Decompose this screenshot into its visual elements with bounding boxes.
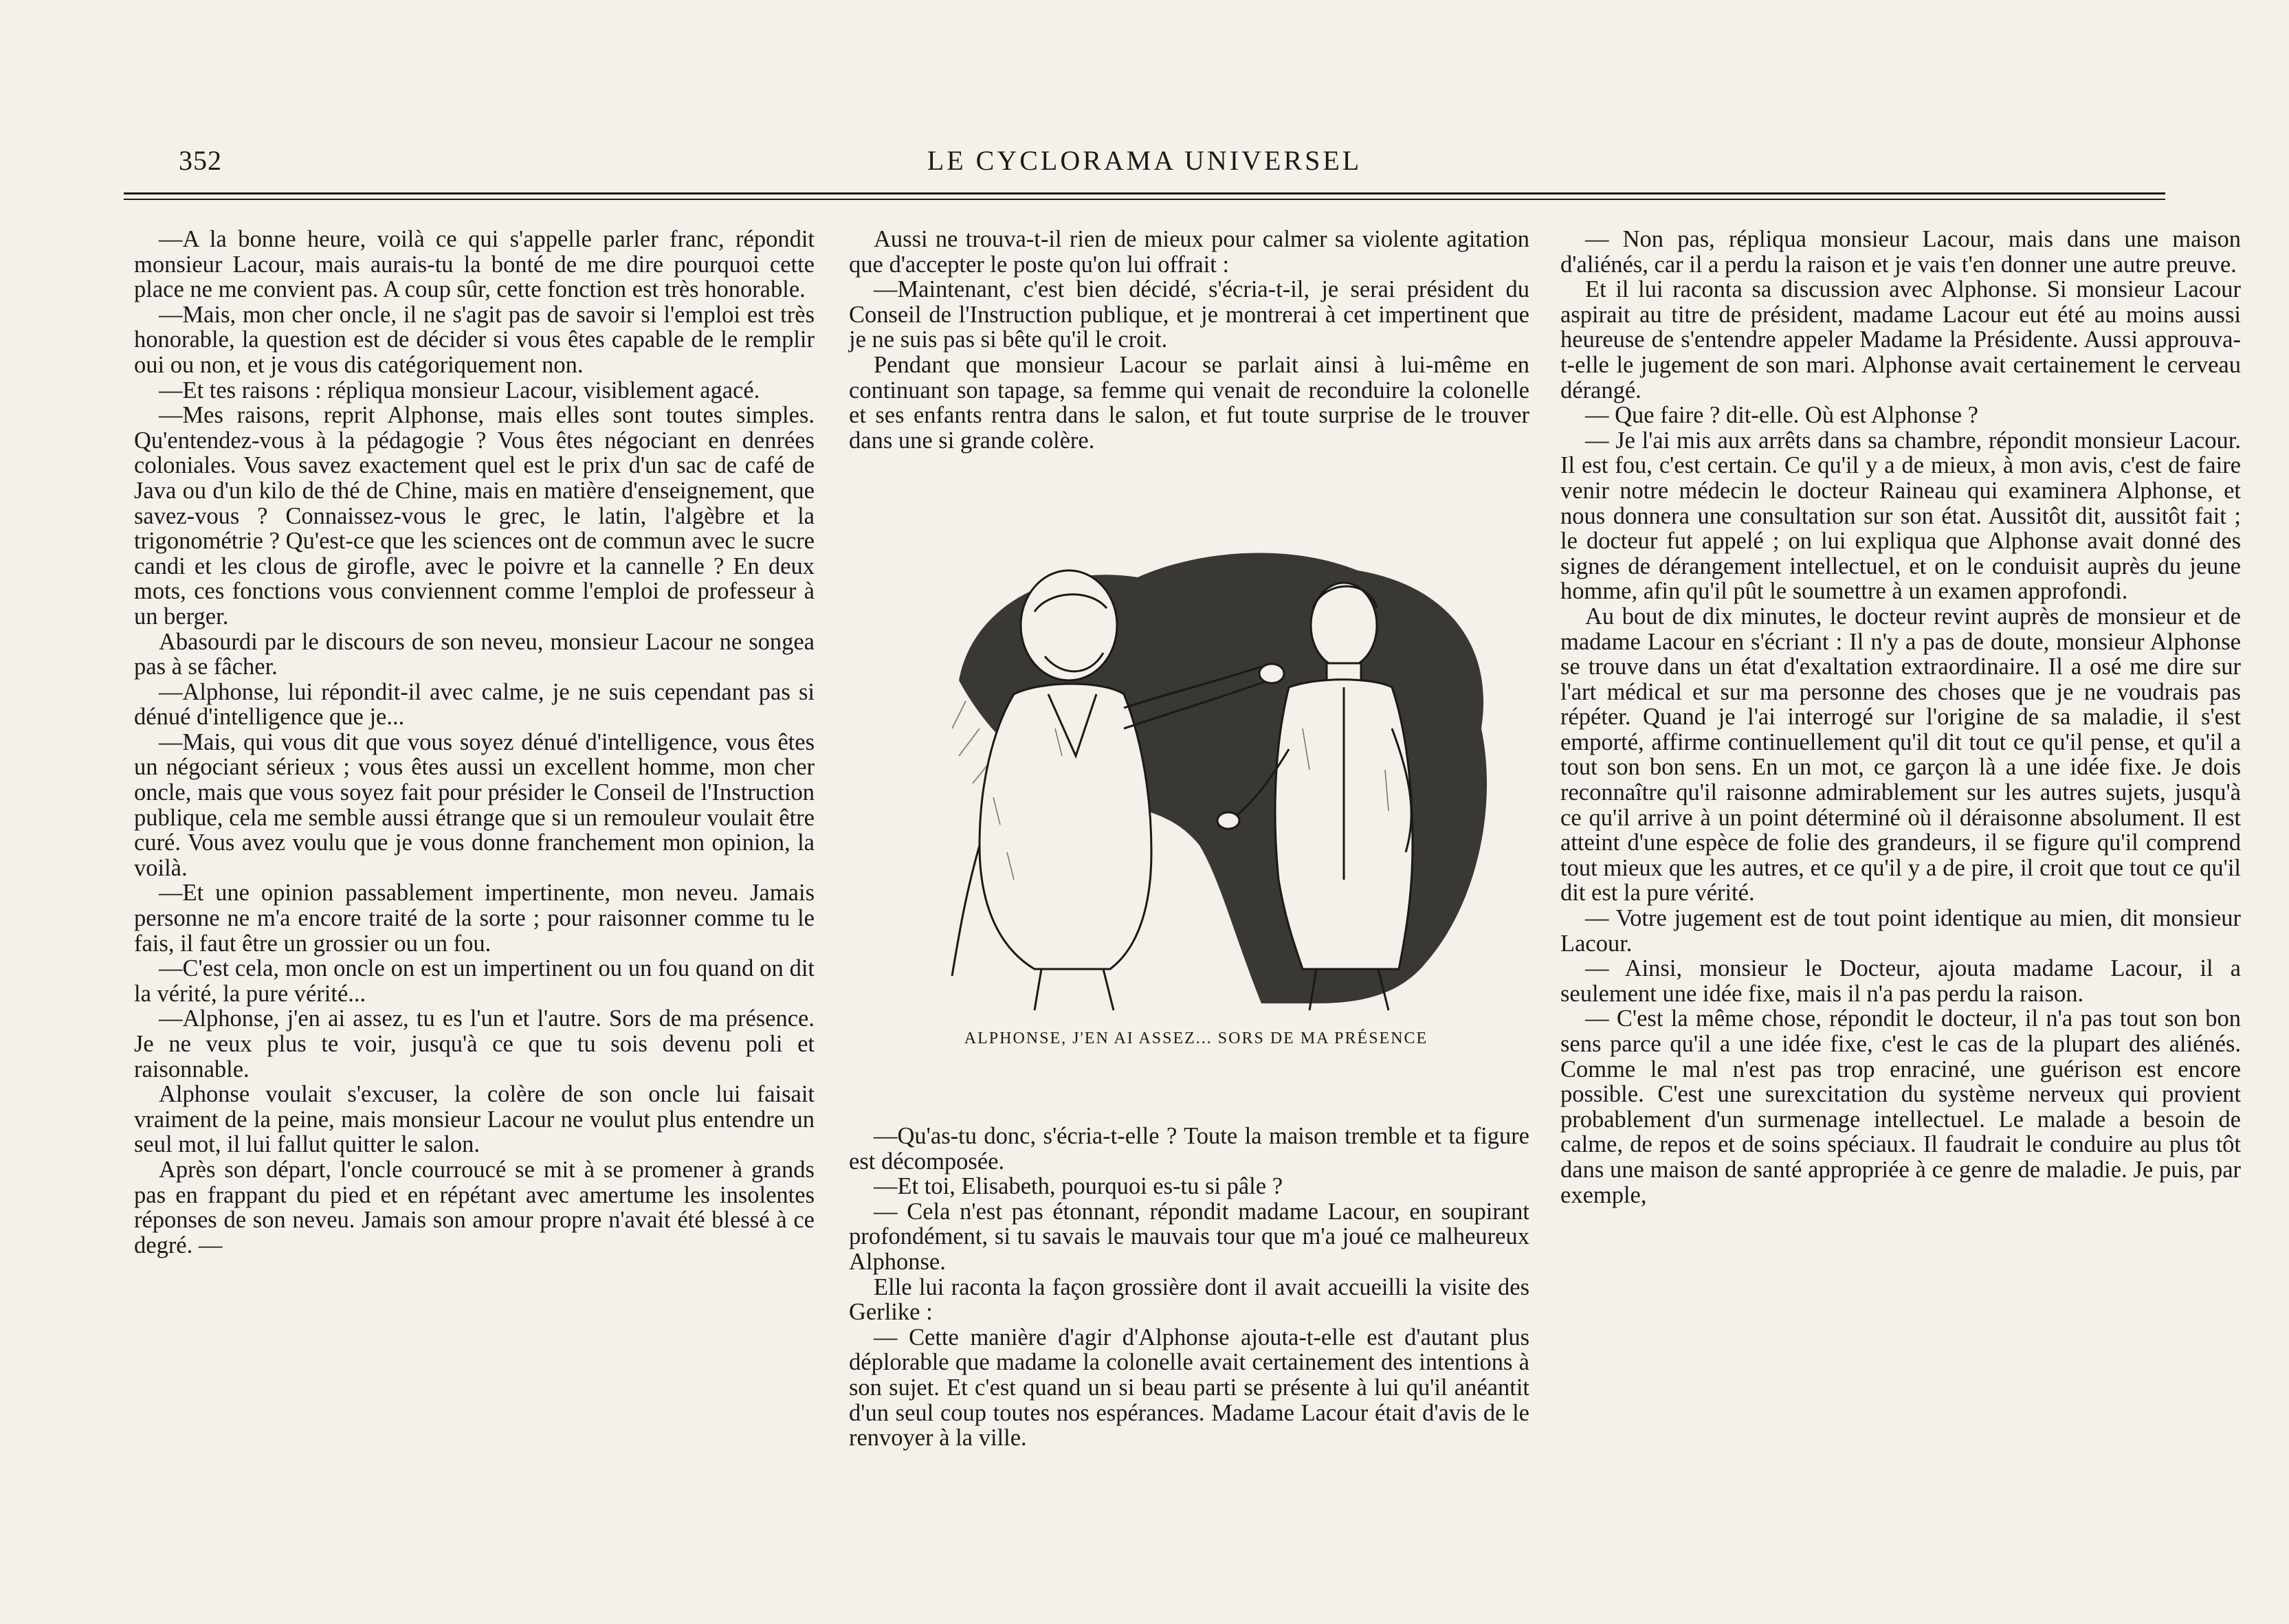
- text-column-1: [134, 227, 815, 1258]
- paragraph: — Cela n'est pas étonnant, répondit madame Lacour, en soupirant profondément, si tu savais le mauvais tour que m'a joué ce malheureux Alphonse.: [849, 1198, 1529, 1275]
- paragraph: — Je l'ai mis aux arrêts dans sa chambre, répondit monsieur Lacour. Il est fou, c'est certain. Ce qu'il y a de mieux, à mon avis, c'est de faire venir notre médecin le docteur Raineau qui examinera Alphonse, et nous donnera une consultation sur son état. Aussitôt dit, aussitôt fait ; le docteur fut appelé ; on lui expliqua que Alphonse avait donné des signes de dérangement intellectuel, et on le conduisit auprès du jeune homme, afin qu'il pût le soumettre à un examen approfondi.: [1560, 427, 2241, 605]
- paragraph: Alphonse voulait s'excuser, la colère de son oncle lui faisait vraiment de la peine, mais monsieur Lacour ne voulut plus entendre un seul mot, il lui fallut quitter le salon.: [134, 1081, 815, 1158]
- paragraph: Elle lui raconta la façon grossière dont il avait accueilli la visite des Gerlike :: [849, 1273, 1529, 1326]
- paragraph: — Cette manière d'agir d'Alphonse ajouta-t-elle est d'autant plus déplorable que madame la colonelle avait certainement des intentions à son sujet. Et c'est quand un si beau parti se présente à lui qu'il anéantit d'un seul coup toutes nos espérances. Madame Lacour était d'avis de le renvoyer à la ville.: [849, 1324, 1529, 1451]
- paragraph: —Alphonse, j'en ai assez, tu es l'un et l'autre. Sors de ma présence. Je ne veux plus te voir, jusqu'à ce que tu sois devenu poli et raisonnable.: [134, 1005, 815, 1082]
- paragraph: —Mais, qui vous dit que vous soyez dénué d'intelligence, vous êtes un négociant sérieux ; vous êtes aussi un excellent homme, mon cher oncle, mais que vous soyez fait pour présider le Conseil de l'Instruction publique, cela me semble aussi étrange que si un remouleur voulait être curé. Vous avez voulu que je vous donne franchement mon opinion, la voilà.: [134, 728, 815, 881]
- paragraph: — C'est la même chose, répondit le docteur, il n'a pas tout son bon sens parce qu'il a une idée fixe, c'est le cas de la plupart des aliénés. Comme le mal n'est pas trop enraciné, une guérison est encore possible. C'est une surexcitation du système nerveux qui provient probablement d'un surmenage intellectuel. Le malade a besoin de calme, de repos et de soins spéciaux. Il faudrait le conduire au plus tôt dans une maison de santé appropriée à ce genre de maladie. Je puis, par exemple,: [1560, 1005, 2241, 1208]
- text-column-2-top: [849, 227, 1529, 453]
- paragraph: —C'est cela, mon oncle on est un impertinent ou un fou quand on dit la vérité, la pure vérité...: [134, 955, 815, 1007]
- paragraph: Abasourdi par le discours de son neveu, monsieur Lacour ne songea pas à se fâcher.: [134, 628, 815, 680]
- header-rule-thick: [124, 192, 2165, 194]
- paragraph: — Votre jugement est de tout point identique au mien, dit monsieur Lacour.: [1560, 905, 2241, 957]
- paragraph: —Et tes raisons : répliqua monsieur Lacour, visiblement agacé.: [159, 377, 760, 403]
- running-title: LE CYCLORAMA UNIVERSEL: [927, 145, 1362, 176]
- paragraph: —Qu'as-tu donc, s'écria-t-elle ? Toute la maison tremble et ta figure est décomposée.: [849, 1123, 1529, 1175]
- paragraph: — Non pas, répliqua monsieur Lacour, mais dans une maison d'aliénés, car il a perdu la raison et je vais t'en donner une autre preuve.: [1560, 226, 2241, 278]
- paragraph: — Ainsi, monsieur le Docteur, ajouta madame Lacour, il a seulement une idée fixe, mais il n'a pas perdu la raison.: [1560, 955, 2241, 1007]
- figure-caption: ALPHONSE, J'EN AI ASSEZ... SORS DE MA PRÉSENCE: [964, 1030, 1428, 1047]
- illustration: [876, 522, 1516, 1052]
- paragraph: Au bout de dix minutes, le docteur revint auprès de monsieur et de madame Lacour en s'écriant : Il n'y a pas de doute, monsieur Alphonse se trouve dans un état d'exaltation extraordinaire. Il a osé me dire sur l'art médical et sur ma personne des choses que je ne voudrais pas répéter. Quand je l'ai interrogé sur l'origine de sa maladie, il s'est emporté, affirme continuellement qu'il dit tout ce qu'il pense, et qu'il a tout son bon sens. En un mot, ce garçon là a une idée fixe. Je dois reconnaître qu'il raisonne admirablement sur les autres sujets, jusqu'à ce qu'il arrive à un point déterminé où il déraisonne absolument. Il est atteint d'une espèce de folie des grandeurs, il se figure qu'il comprend tout mieux que les autres, et ce qu'il y a de pire, il croit que tout ce qu'il dit est la pure vérité.: [1560, 603, 2241, 906]
- paragraph: — Que faire ? dit-elle. Où est Alphonse ?: [1585, 402, 1978, 429]
- paragraph: Pendant que monsieur Lacour se parlait ainsi à lui-même en continuant son tapage, sa femme qui venait de reconduire la colonelle et ses enfants rentra dans le salon, et fut toute surprise de le trouver dans une si grande colère.: [849, 351, 1529, 454]
- paragraph: —Maintenant, c'est bien décidé, s'écria-t-il, je serai président du Conseil de l'Instruction publique, et je montrerai à cet impertinent que je ne suis pas si bête qu'il le croit.: [849, 276, 1529, 353]
- page-header: [124, 144, 2165, 186]
- header-rule-thin: [124, 199, 2165, 200]
- engraving-two-men: [876, 522, 1516, 1017]
- text-column-2-bottom: [849, 1124, 1529, 1451]
- text-column-3: [1560, 227, 2241, 1208]
- page-number: 352: [179, 145, 222, 176]
- paragraph: Et il lui raconta sa discussion avec Alphonse. Si monsieur Lacour aspirait au titre de président, madame Lacour eut été au moins aussi heureuse de s'entendre appeler Madame la Présidente. Aussi approuva-t-elle le jugement de son mari. Alphonse avait certainement le cerveau dérangé.: [1560, 276, 2241, 403]
- paragraph: —Et toi, Elisabeth, pourquoi es-tu si pâle ?: [874, 1173, 1283, 1200]
- paragraph: Après son départ, l'oncle courroucé se mit à se promener à grands pas en frappant du pied et en répétant avec amertume les insolentes réponses de son neveu. Jamais son amour propre n'avait été blessé à ce degré. —: [134, 1156, 815, 1258]
- paragraph: —A la bonne heure, voilà ce qui s'appelle parler franc, répondit monsieur Lacour, mais aurais-tu la bonté de me dire pourquoi cette place ne me convient pas. A coup sûr, cette fonction est très honorable.: [134, 226, 815, 303]
- paragraph: —Mes raisons, reprit Alphonse, mais elles sont toutes simples. Qu'entendez-vous à la pédagogie ? Vous êtes négociant en denrées coloniales. Vous savez exactement quel est le prix d'un sac de café de Java ou d'un kilo de thé de Chine, mais en matière d'enseignement, que savez-vous ? Connaissez-vous le grec, le latin, l'algèbre et la trigonométrie ? Qu'est-ce que les sciences ont de commun avec le sucre candi et les clous de girofle, avec le poivre et la cannelle ? En deux mots, ces fonctions vous conviennent comme l'emploi de professeur à un berger.: [134, 402, 815, 630]
- paragraph: —Alphonse, lui répondit-il avec calme, je ne suis cependant pas si dénué d'intelligence que je...: [134, 678, 815, 731]
- paragraph: —Et une opinion passablement impertinente, mon neveu. Jamais personne ne m'a encore traité de la sorte ; pour raisonner comme tu le fais, il faut être un grossier ou un fou.: [134, 880, 815, 957]
- paragraph: Aussi ne trouva-t-il rien de mieux pour calmer sa violente agitation que d'accepter le poste qu'on lui offrait :: [849, 226, 1529, 278]
- paragraph: —Mais, mon cher oncle, il ne s'agit pas de savoir si l'emploi est très honorable, la question est de décider si vous êtes capable de le remplir oui ou non, et je vous dis catégoriquement non.: [134, 301, 815, 378]
